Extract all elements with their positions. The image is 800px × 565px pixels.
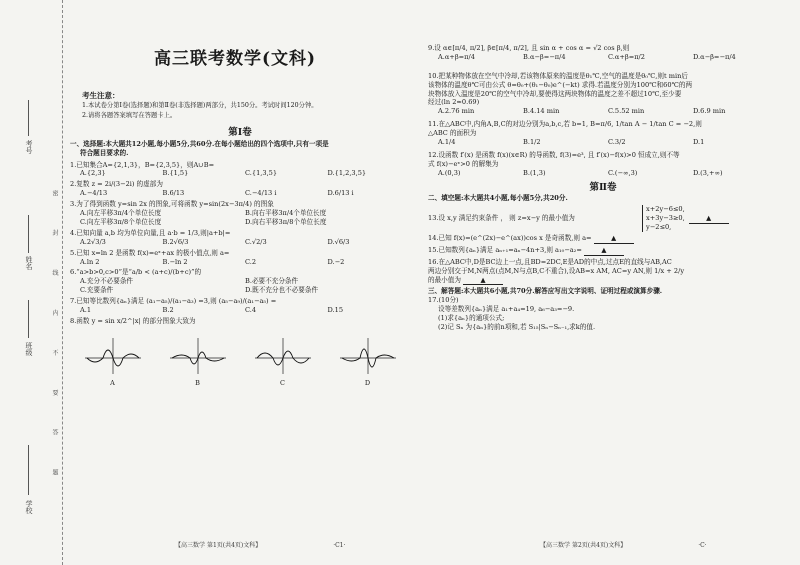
footer-right-code: ·C· — [698, 542, 707, 549]
q1-option-a: A.{2,3} — [80, 169, 106, 178]
question-8 — [70, 317, 410, 387]
q8-graph-c — [253, 336, 313, 388]
q1-option-b: B.{1,5} — [162, 169, 189, 178]
q7-stem: 7.已知等比数列{aₙ}满足 (a₁−a₅)/(a₁−a₃) =3,则 (a₅−a₉)/(a₁−a₅) = — [70, 297, 277, 306]
q2-options — [70, 189, 410, 198]
q11-line-b: △ABC 的面积为 — [428, 129, 477, 138]
notice-box — [82, 90, 407, 120]
question-9 — [428, 44, 778, 62]
q8-label-d: D — [364, 378, 371, 387]
q11-option-d: D.1 — [693, 138, 705, 147]
q10-option-b: B.4.14 min — [523, 107, 560, 116]
q8-label-a: A — [110, 378, 115, 387]
q3-stem: 3.为了得到函数 y=sin 2x 的图象,可将函数 y=sin(2x−3π/4) 的图象 — [70, 200, 274, 209]
q9-option-a: A.α+β=π/4 — [438, 52, 475, 61]
q6-option-b: B.必要不充分条件 — [245, 277, 299, 286]
question-1 — [70, 161, 410, 179]
q13-stem: 13.设 x,y 满足约束条件 ， 则 z=x−y 的最小值为 — [428, 214, 575, 223]
q3-option-c: C.向左平移3π/8个单位长度 — [80, 217, 162, 226]
q5-option-b: B.−ln 2 — [162, 257, 188, 266]
question-6 — [70, 268, 410, 295]
q17-line-b: (1)求{aₙ}的通项公式; — [438, 314, 505, 323]
footer-right-name: 【高三数学 — [540, 542, 571, 549]
exam-no-label: 考号 — [25, 140, 33, 154]
q16-answer-blank: ▲ — [463, 276, 503, 286]
q1-option-c: C.{1,3,5} — [245, 169, 278, 178]
q3-option-b: B.向右平移3π/4个单位长度 — [245, 209, 327, 218]
question-11 — [428, 120, 778, 147]
class-line — [28, 300, 29, 338]
q7-option-a: A.1 — [80, 305, 92, 314]
q2-option-c: C.−4/13 i — [245, 189, 277, 198]
binding-column — [0, 0, 63, 565]
footer-left — [175, 540, 345, 549]
q12-option-a: A.(0,3) — [438, 168, 461, 177]
part2-title: 第Ⅱ卷 — [589, 181, 617, 193]
q8-graphs — [70, 336, 410, 388]
q9-option-c: C.α+β=π/2 — [608, 52, 645, 61]
school-line — [28, 445, 29, 495]
graph-c-icon — [253, 336, 313, 376]
q4-stem: 4.已知向量 a,b 均为单位向量,且 a·b = 1/3,则|a+b|= — [70, 228, 231, 237]
question-3 — [70, 200, 410, 227]
graph-b-icon — [168, 336, 228, 376]
q5-option-c: C.2 — [245, 257, 257, 266]
question-10 — [428, 72, 778, 116]
q16-line-a: 16.在△ABC中,D是BC边上一点,且BD=2DC,E是AD的中点,过点E的直线与AB,AC — [428, 257, 672, 266]
q10-line-b: 该物体的温度θ℃可由公式 θ=θ₀+(θ₁−θ₀)e^(−kt) 求得.若温度分别为100℃和60℃的两 — [428, 80, 693, 89]
q4-option-a: A.2√3/3 — [80, 237, 106, 246]
q12-line-b: 式 f(x)−eˣ>0 的解集为 — [428, 159, 499, 168]
q13-cond-1: x+2y−6≤0, — [646, 205, 685, 214]
q12-option-b: B.(1,3) — [523, 168, 546, 177]
q13-cond-3: y−2≤0, — [646, 223, 672, 232]
q6-option-c: C.充要条件 — [80, 286, 114, 295]
q11-line-a: 11.在△ABC中,内角A,B,C的对边分别为a,b,c,若 b=1, B=π/6, 1/tan A − 1/tan C = −2,则 — [428, 120, 702, 129]
q3-option-d: D.向右平移3π/8个单位长度 — [245, 217, 327, 226]
q4-option-c: C.√2/3 — [245, 237, 267, 246]
footer-left-page: 第1页(共4页)文科】 — [206, 542, 262, 549]
q8-label-b: B — [195, 378, 200, 387]
q5-options — [70, 258, 410, 267]
q10-option-c: C.5.52 min — [608, 107, 645, 116]
q2-stem: 2.复数 z = 2i/(3−2i) 的虚部为 — [70, 180, 163, 189]
q10-option-d: D.6.9 min — [693, 107, 726, 116]
notice-item-2: 2.请将各题答案填写在答题卡上。 — [82, 111, 177, 119]
q16-line-b: 两边分别交于M,N两点(点M,N与点B,C不重合),设AB=x AM, AC=y AN,则 1/x + 2/y — [428, 266, 685, 275]
q7-option-b: B.2 — [162, 305, 174, 314]
q16-line-c: 的最小值为 — [428, 275, 461, 284]
q10-line-a: 10.把某种物体放在空气中冷却,若该物体原来的温度是θ₁℃,空气的温度是θ₀℃,则t min后 — [428, 71, 688, 80]
q10-options — [428, 107, 778, 116]
q4-option-d: D.√6/3 — [327, 237, 350, 246]
q7-option-c: C.4 — [245, 305, 257, 314]
q5-option-d: D.−2 — [327, 257, 345, 266]
question-2 — [70, 180, 410, 198]
q17-head: 17.(10分) — [428, 296, 459, 305]
question-17 — [428, 296, 778, 332]
q6-option-d: D.既不充分也不必要条件 — [245, 286, 319, 295]
q7-options — [70, 306, 410, 315]
question-12 — [428, 151, 778, 178]
q3-options — [70, 209, 410, 227]
q4-options — [70, 238, 410, 247]
notice-heading: 考生注意： — [82, 91, 120, 100]
q17-line-c: (2)记 Sₙ 为{aₙ}的前n项和,若 S₁₅|Sₙ−Sₙ₋₁,求k的值. — [438, 322, 596, 331]
question-4 — [70, 229, 410, 247]
q13-conditions — [642, 205, 685, 232]
q8-graph-d — [338, 336, 398, 388]
left-column — [70, 127, 410, 389]
class-label: 班级 — [25, 342, 33, 356]
q6-option-a: A.充分不必要条件 — [80, 277, 134, 286]
question-16 — [428, 258, 778, 286]
q10-option-a: A.2.76 min — [438, 107, 475, 116]
right-column — [428, 44, 778, 334]
q12-line-a: 12.设函数 f′(x) 是函数 f(x)(x∈R) 的导函数, f(3)=e³, 且 f′(x)−f(x)>0 恒成立,则不等 — [428, 150, 680, 159]
seal-line-text: 密 封 线 内 不 要 答 题 — [51, 190, 58, 492]
q6-options — [70, 277, 410, 295]
q9-option-b: B.α−β=−π/4 — [523, 52, 566, 61]
q17-line-a: 设等差数列{aₙ}满足 a₁+a₄=19, a₆−a₃=−9. — [438, 305, 575, 314]
q12-options — [428, 169, 778, 178]
q15-stem: 15.已知数列{aₙ}满足 aₙ₊₁=aₙ−4n+3,则 a₁₀−a₂= — [428, 245, 582, 254]
q8-graph-a — [83, 336, 143, 388]
q2-option-b: B.6/13 — [162, 189, 185, 198]
q15-answer-blank: ▲ — [584, 246, 624, 256]
q5-stem: 5.已知 x=ln 2 是函数 f(x)=eˣ+ax 的极小值点,则 a= — [70, 248, 230, 257]
q12-option-c: C.(−∞,3) — [608, 168, 638, 177]
q13-answer-blank: ▲ — [689, 214, 729, 224]
footer-right — [540, 540, 707, 549]
q3-option-a: A.向左平移3π/4个单位长度 — [80, 209, 162, 218]
q5-option-a: A.ln 2 — [80, 257, 100, 266]
q2-option-d: D.6/13 i — [327, 189, 354, 198]
q7-option-d: D.15 — [327, 305, 344, 314]
footer-right-page: 第2页(共4页)文科】 — [571, 542, 627, 549]
name-line — [28, 215, 29, 253]
q10-line-c: 块物体放入温度是20℃的空气中冷却,要使得这两块物体的温度之差不超过10℃,至少要 — [428, 89, 682, 98]
q4-option-b: B.2√6/3 — [162, 237, 189, 246]
choice-instructions-a: 一、选择题:本大题共12小题,每小题5分,共60分.在每小题给出的四个选项中,只有一项是 — [70, 139, 329, 148]
q1-option-d: D.{1,2,3,5} — [327, 169, 367, 178]
exam-no-line — [28, 100, 29, 136]
part1-title: 第Ⅰ卷 — [228, 127, 252, 138]
footer-left-name: 【高三数学 — [175, 542, 206, 549]
question-5 — [70, 249, 410, 267]
exam-title: 高三联考数学(文科) — [153, 49, 317, 69]
q13-cond-2: x+3y−3≥0, — [646, 214, 685, 223]
question-15 — [428, 246, 778, 256]
q1-stem: 1.已知集合A={2,1,3}，B={2,3,5}，则A∪B= — [70, 160, 215, 169]
q8-graph-b — [168, 336, 228, 388]
q2-option-a: A.−4/13 — [80, 189, 108, 198]
q10-line-d: 经过(ln 2≈0.69) — [428, 98, 480, 107]
fill-instructions: 二、填空题:本大题共4小题,每小题5分,共20分. — [428, 194, 568, 203]
q8-stem: 8.函数 y = sin x/2^|x| 的部分图象大致为 — [70, 316, 196, 325]
graph-a-icon — [83, 336, 143, 376]
q11-option-b: B.1/2 — [523, 138, 541, 147]
school-label: 学校 — [25, 500, 33, 514]
question-14 — [428, 234, 778, 244]
solve-instructions: 三、解答题:本大题共6小题,共70分.解答应写出文字说明、证明过程或演算步骤. — [428, 287, 663, 296]
q8-label-c: C — [280, 378, 285, 387]
q11-option-c: C.3/2 — [608, 138, 626, 147]
q9-stem: 9.设 α∈[π/4, π/2], β∈[π/4, π/2], 且 sin α + cos α = √2 cos β,则 — [428, 44, 630, 52]
name-label: 姓名 — [25, 256, 33, 270]
q9-options — [428, 53, 778, 62]
q12-option-d: D.(3,+∞) — [693, 168, 723, 177]
q11-option-a: A.1/4 — [438, 138, 456, 147]
graph-d-icon — [338, 336, 398, 376]
notice-item-1: 1.本试卷分第Ⅰ卷(选择题)和第Ⅱ卷(非选择题)两部分，共150分。考试时间120分钟。 — [82, 102, 318, 110]
q1-options — [70, 169, 410, 178]
q11-options — [428, 138, 778, 147]
choice-instructions-b: 符合题目要求的. — [80, 148, 129, 157]
q14-stem: 14.已知 f(x)=(e^(2x)−e^(ax))cos x 是奇函数,则 a= — [428, 233, 592, 242]
q6-stem: 6.“a>b>0,c>0”是“a/b < (a+c)/(b+c)”的 — [70, 268, 202, 277]
question-13 — [428, 205, 778, 232]
question-7 — [70, 297, 410, 315]
q14-answer-blank: ▲ — [594, 234, 634, 244]
q9-option-d: D.α−β=−π/4 — [693, 52, 736, 61]
footer-left-code: ·C1· — [333, 542, 346, 549]
